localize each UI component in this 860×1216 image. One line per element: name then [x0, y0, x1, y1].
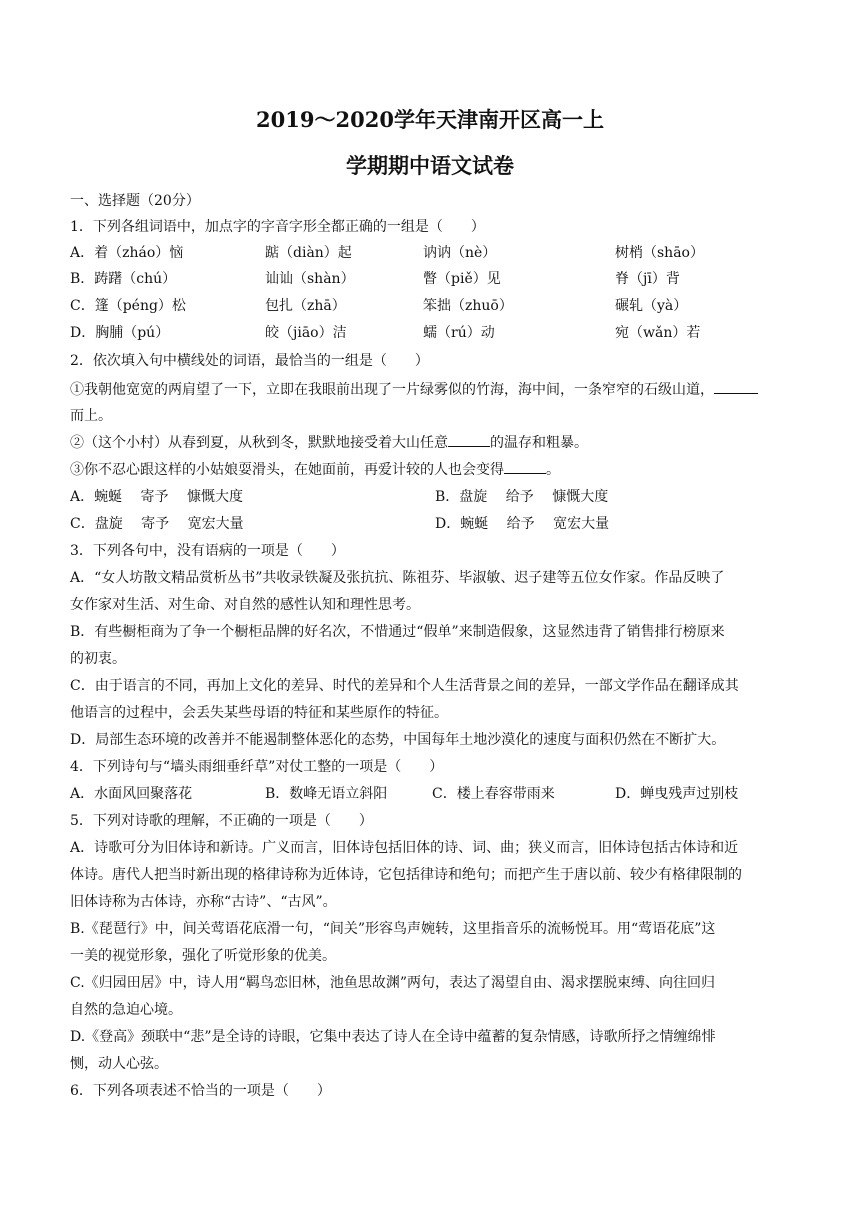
q5-option-b-line1: B.《琵琶行》中，间关莺语花底滑一句，“间关”形容鸟声婉转，这里指音乐的流畅悦耳。用“莺语花底”这	[70, 921, 716, 937]
fill-blank	[504, 459, 546, 474]
fill-blank	[448, 432, 490, 447]
q4-option-d: D．蝉曳残声过别枝	[615, 786, 739, 802]
q1-stem: 1．下列各组词语中，加点字的字音字形全都正确的一组是（ ）	[70, 219, 485, 235]
q3-option-b-line2: 的初衷。	[70, 651, 126, 667]
q1-option-d-4: 宛（wǎn）若	[615, 325, 701, 341]
q2-option-c: C．盘旋 寄予 宽宏大量	[70, 516, 244, 532]
q3-option-a-line1: A．“女人坊散文精品赏析丛书”共收录铁凝及张抗抗、陈祖芬、毕淑敏、迟子建等五位女作家。作品反映了	[70, 570, 725, 586]
q4-option-a: A．水面风回聚落花	[70, 786, 193, 802]
q4-stem: 4．下列诗句与“墙头雨细垂纤草”对仗工整的一项是（ ）	[70, 759, 444, 775]
section-heading: 一、选择题（20分）	[70, 193, 200, 209]
q2-sentence-1-text: ①我朝他宽宽的两肩望了一下，立即在我眼前出现了一片绿雾似的竹海，海中间，一条窄窄的石级山道，	[70, 382, 714, 398]
q5-option-a-line1: A．诗歌可分为旧体诗和新诗。广义而言，旧体诗包括旧体的诗、词、曲；狭义而言，旧体诗包括古体诗和近	[70, 840, 739, 856]
q3-option-d-line1: D．局部生态环境的改善并不能遏制整体恶化的态势，中国每年土地沙漠化的速度与面积仍然在不断扩大。	[70, 732, 726, 748]
q1-option-a-2: 踮（diàn）起	[265, 245, 352, 261]
q2-sentence-1	[70, 379, 795, 399]
q1-option-a-3: 讷讷（nè）	[423, 245, 497, 261]
q1-option-b-1: B．踌躇（chú）	[70, 271, 177, 287]
q5-option-d-line2: 恻，动人心弦。	[70, 1056, 168, 1072]
q1-option-c-1: C．篷（péng）松	[70, 298, 186, 314]
q2-sentence-3-text-b: 。	[546, 462, 560, 478]
q3-option-b-line1: B．有些橱柜商为了争一个橱柜品牌的好名次，不惜通过“假单”来制造假象，这显然违背了销售排行榜原来	[70, 624, 725, 640]
q2-option-b: B．盘旋 给予 慷慨大度	[435, 489, 609, 505]
q2-sentence-2-text-b: 的温存和粗暴。	[490, 435, 588, 451]
q2-sentence-2-text-a: ②（这个小村）从春到夏，从秋到冬，默默地接受着大山任意	[70, 435, 448, 451]
q1-option-c-4: 碾轧（yà）	[615, 298, 688, 314]
q1-option-b-4: 脊（jī）背	[615, 271, 680, 287]
q3-option-c-line1: C．由于语言的不同，再加上文化的差异、时代的差异和个人生活背景之间的差异，一部文学作品在翻译成其	[70, 678, 739, 694]
q1-option-b-2: 讪讪（shàn）	[265, 271, 355, 287]
q2-sentence-1-cont: 而上。	[70, 408, 112, 424]
exam-title-line2: 学期期中语文试卷	[346, 153, 514, 178]
q2-sentence-3	[70, 459, 795, 479]
q3-option-c-line2: 他语言的过程中，会丢失某些母语的特征和某些原作的特征。	[70, 705, 448, 721]
q5-option-a-line2: 体诗。唐代人把当时新出现的格律诗称为近体诗，它包括律诗和绝句；而把产生于唐以前、较少有格律限制的	[70, 867, 742, 883]
q6-stem: 6．下列各项表述不恰当的一项是（ ）	[70, 1083, 331, 1099]
q1-option-d-1: D．胸脯（pú）	[70, 325, 170, 341]
q4-option-b: B．数峰无语立斜阳	[265, 786, 388, 802]
q2-stem: 2．依次填入句中横线处的词语，最恰当的一组是（ ）	[70, 353, 429, 369]
q3-option-a-line2: 女作家对生活、对生命、对自然的感性认知和理性思考。	[70, 597, 420, 613]
q5-option-b-line2: 一美的视觉形象，强化了听觉形象的优美。	[70, 948, 336, 964]
fill-blank	[714, 379, 758, 394]
q5-option-a-line3: 旧体诗称为古体诗，亦称“古诗”、“古风”。	[70, 894, 337, 910]
q1-option-d-2: 皎（jiāo）洁	[265, 325, 347, 341]
q5-option-c-line1: C.《归园田居》中，诗人用“羁鸟恋旧林，池鱼思故渊”两句，表达了渴望自由、渴求摆脱束缚、向往回归	[70, 975, 715, 991]
q4-option-c: C．楼上春容带雨来	[432, 786, 555, 802]
q2-option-d: D．蜿蜒 给予 宽宏大量	[435, 516, 610, 532]
q2-sentence-2	[70, 432, 795, 452]
q1-option-c-3: 笨拙（zhuō）	[423, 298, 513, 314]
q1-option-c-2: 包扎（zhā）	[265, 298, 346, 314]
exam-title-line1: 2019～2020学年天津南开区高一上	[256, 107, 604, 132]
q3-stem: 3．下列各句中，没有语病的一项是（ ）	[70, 543, 345, 559]
q2-option-a: A．蜿蜒 寄予 慷慨大度	[70, 489, 244, 505]
q1-option-a-4: 树梢（shāo）	[615, 245, 704, 261]
q1-option-a-1: A．着（zháo）恼	[70, 245, 184, 261]
q1-option-b-3: 瞥（piě）见	[423, 271, 501, 287]
q5-option-c-line2: 自然的急迫心境。	[70, 1002, 182, 1018]
q5-stem: 5．下列对诗歌的理解，不正确的一项是（ ）	[70, 813, 373, 829]
q2-sentence-3-text-a: ③你不忍心跟这样的小姑娘耍滑头，在她面前，再爱计较的人也会变得	[70, 462, 504, 478]
q1-option-d-3: 蠕（rú）动	[423, 325, 495, 341]
q5-option-d-line1: D.《登高》颈联中“悲”是全诗的诗眼，它集中表达了诗人在全诗中蕴蓄的复杂情感，诗歌所抒之情缠绵悱	[70, 1029, 716, 1045]
